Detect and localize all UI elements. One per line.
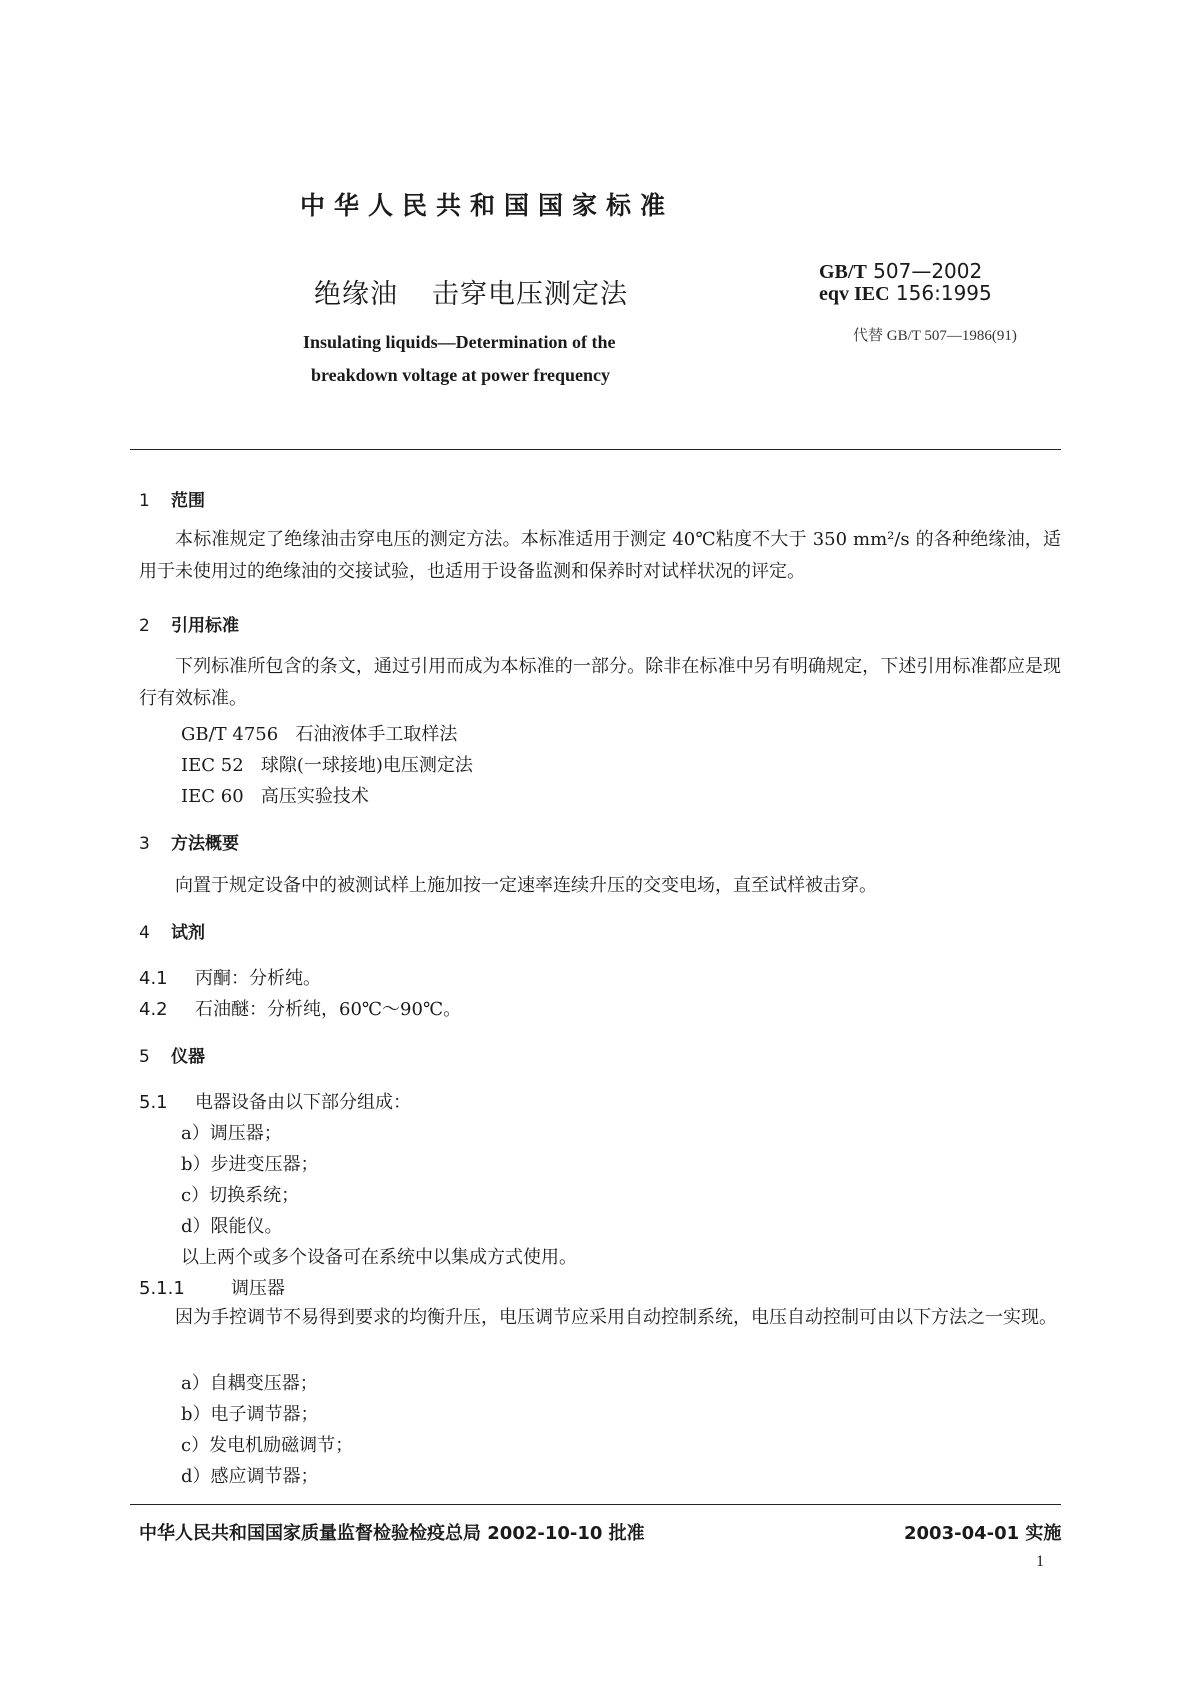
section-title: 引用标准 — [171, 616, 239, 636]
list-item: a）调压器； — [181, 1123, 282, 1144]
reference-item: GB/T 4756 石油液体手工取样法 — [181, 724, 458, 745]
title-part-1: 绝缘油 — [314, 279, 398, 310]
title-part-2: 击穿电压测定法 — [432, 279, 628, 310]
equivalent-standard — [819, 281, 992, 306]
section-4-heading — [139, 918, 205, 943]
replaces-standard: 代替 GB/T 507—1986(91) — [853, 328, 1017, 344]
subsection-5-1: 5.1 电器设备由以下部分组成： — [139, 1092, 411, 1113]
approval-text: 中华人民共和国国家质量监督检验检疫总局 2002-10-10 批准 — [139, 1523, 645, 1544]
reagent-item: 4.1 丙酮：分析纯。 — [139, 968, 321, 989]
subsection-5-1-1-paragraph: 因为手控调节不易得到要求的均衡升压，电压调节应采用自动控制系统，电压自动控制可由以下方法之一实现。 — [175, 1307, 1057, 1328]
header-divider — [130, 449, 1061, 450]
section-3-paragraph: 向置于规定设备中的被测试样上施加按一定速率连续升压的交变电场，直至试样被击穿。 — [175, 875, 877, 896]
section-3-heading — [139, 829, 239, 854]
section-title: 方法概要 — [171, 834, 239, 854]
standard-prefix: GB/T — [819, 261, 867, 283]
section-1-heading — [139, 486, 205, 511]
reagent-item: 4.2 石油醚：分析纯，60℃～90℃。 — [139, 999, 462, 1020]
section-number: 3 — [139, 834, 150, 854]
list-item: b）步进变压器； — [181, 1154, 319, 1175]
section-title: 仪器 — [171, 1047, 205, 1067]
section-2-paragraph: 下列标准所包含的条文，通过引用而成为本标准的一部分。除非在标准中另有明确规定，下述引用标准都应是现行有效标准。 — [139, 656, 1061, 709]
section-number: 1 — [139, 491, 150, 511]
section-title: 范围 — [171, 491, 205, 511]
reference-item: IEC 52 球隙(一球接地)电压测定法 — [181, 755, 473, 776]
section-number: 5 — [139, 1047, 150, 1067]
eqv-number: 156:1995 — [889, 281, 992, 305]
eqv-prefix: eqv IEC — [819, 283, 890, 305]
list-item: a）自耦变压器； — [181, 1373, 318, 1394]
english-title-line-2: breakdown voltage at power frequency — [311, 365, 610, 385]
standard-number-value: 507—2002 — [866, 259, 983, 283]
english-title-line-1: Insulating liquids—Determination of the — [303, 332, 616, 352]
list-item: c）切换系统； — [181, 1185, 300, 1206]
reference-item: IEC 60 高压实验技术 — [181, 786, 369, 807]
page-number: 1 — [1036, 1553, 1044, 1570]
section-title: 试剂 — [171, 923, 205, 943]
list-item: b）电子调节器； — [181, 1404, 319, 1425]
section-number: 2 — [139, 616, 150, 636]
implementation-date: 2003-04-01 实施 — [904, 1523, 1062, 1544]
document-title — [314, 272, 628, 311]
section-1-paragraph: 本标准规定了绝缘油击穿电压的测定方法。本标准适用于测定 40℃粘度不大于 350 mm²/s 的各种绝缘油，适用于未使用过的绝缘油的交接试验，也适用于设备监测和保养时对试样状况的评定。 — [139, 529, 1061, 582]
list-item: c）发电机励磁调节； — [181, 1435, 354, 1456]
subsection-5-1-1: 5.1.1 调压器 — [139, 1278, 285, 1299]
note-text: 以上两个或多个设备可在系统中以集成方式使用。 — [181, 1247, 577, 1268]
list-item: d）限能仪。 — [181, 1216, 283, 1237]
section-5-heading — [139, 1042, 205, 1067]
footer-divider — [130, 1504, 1061, 1505]
section-number: 4 — [139, 923, 150, 943]
list-item: d）感应调节器； — [181, 1466, 319, 1487]
section-2-heading — [139, 611, 239, 636]
national-standard-heading: 中华人民共和国国家标准 — [300, 191, 675, 220]
